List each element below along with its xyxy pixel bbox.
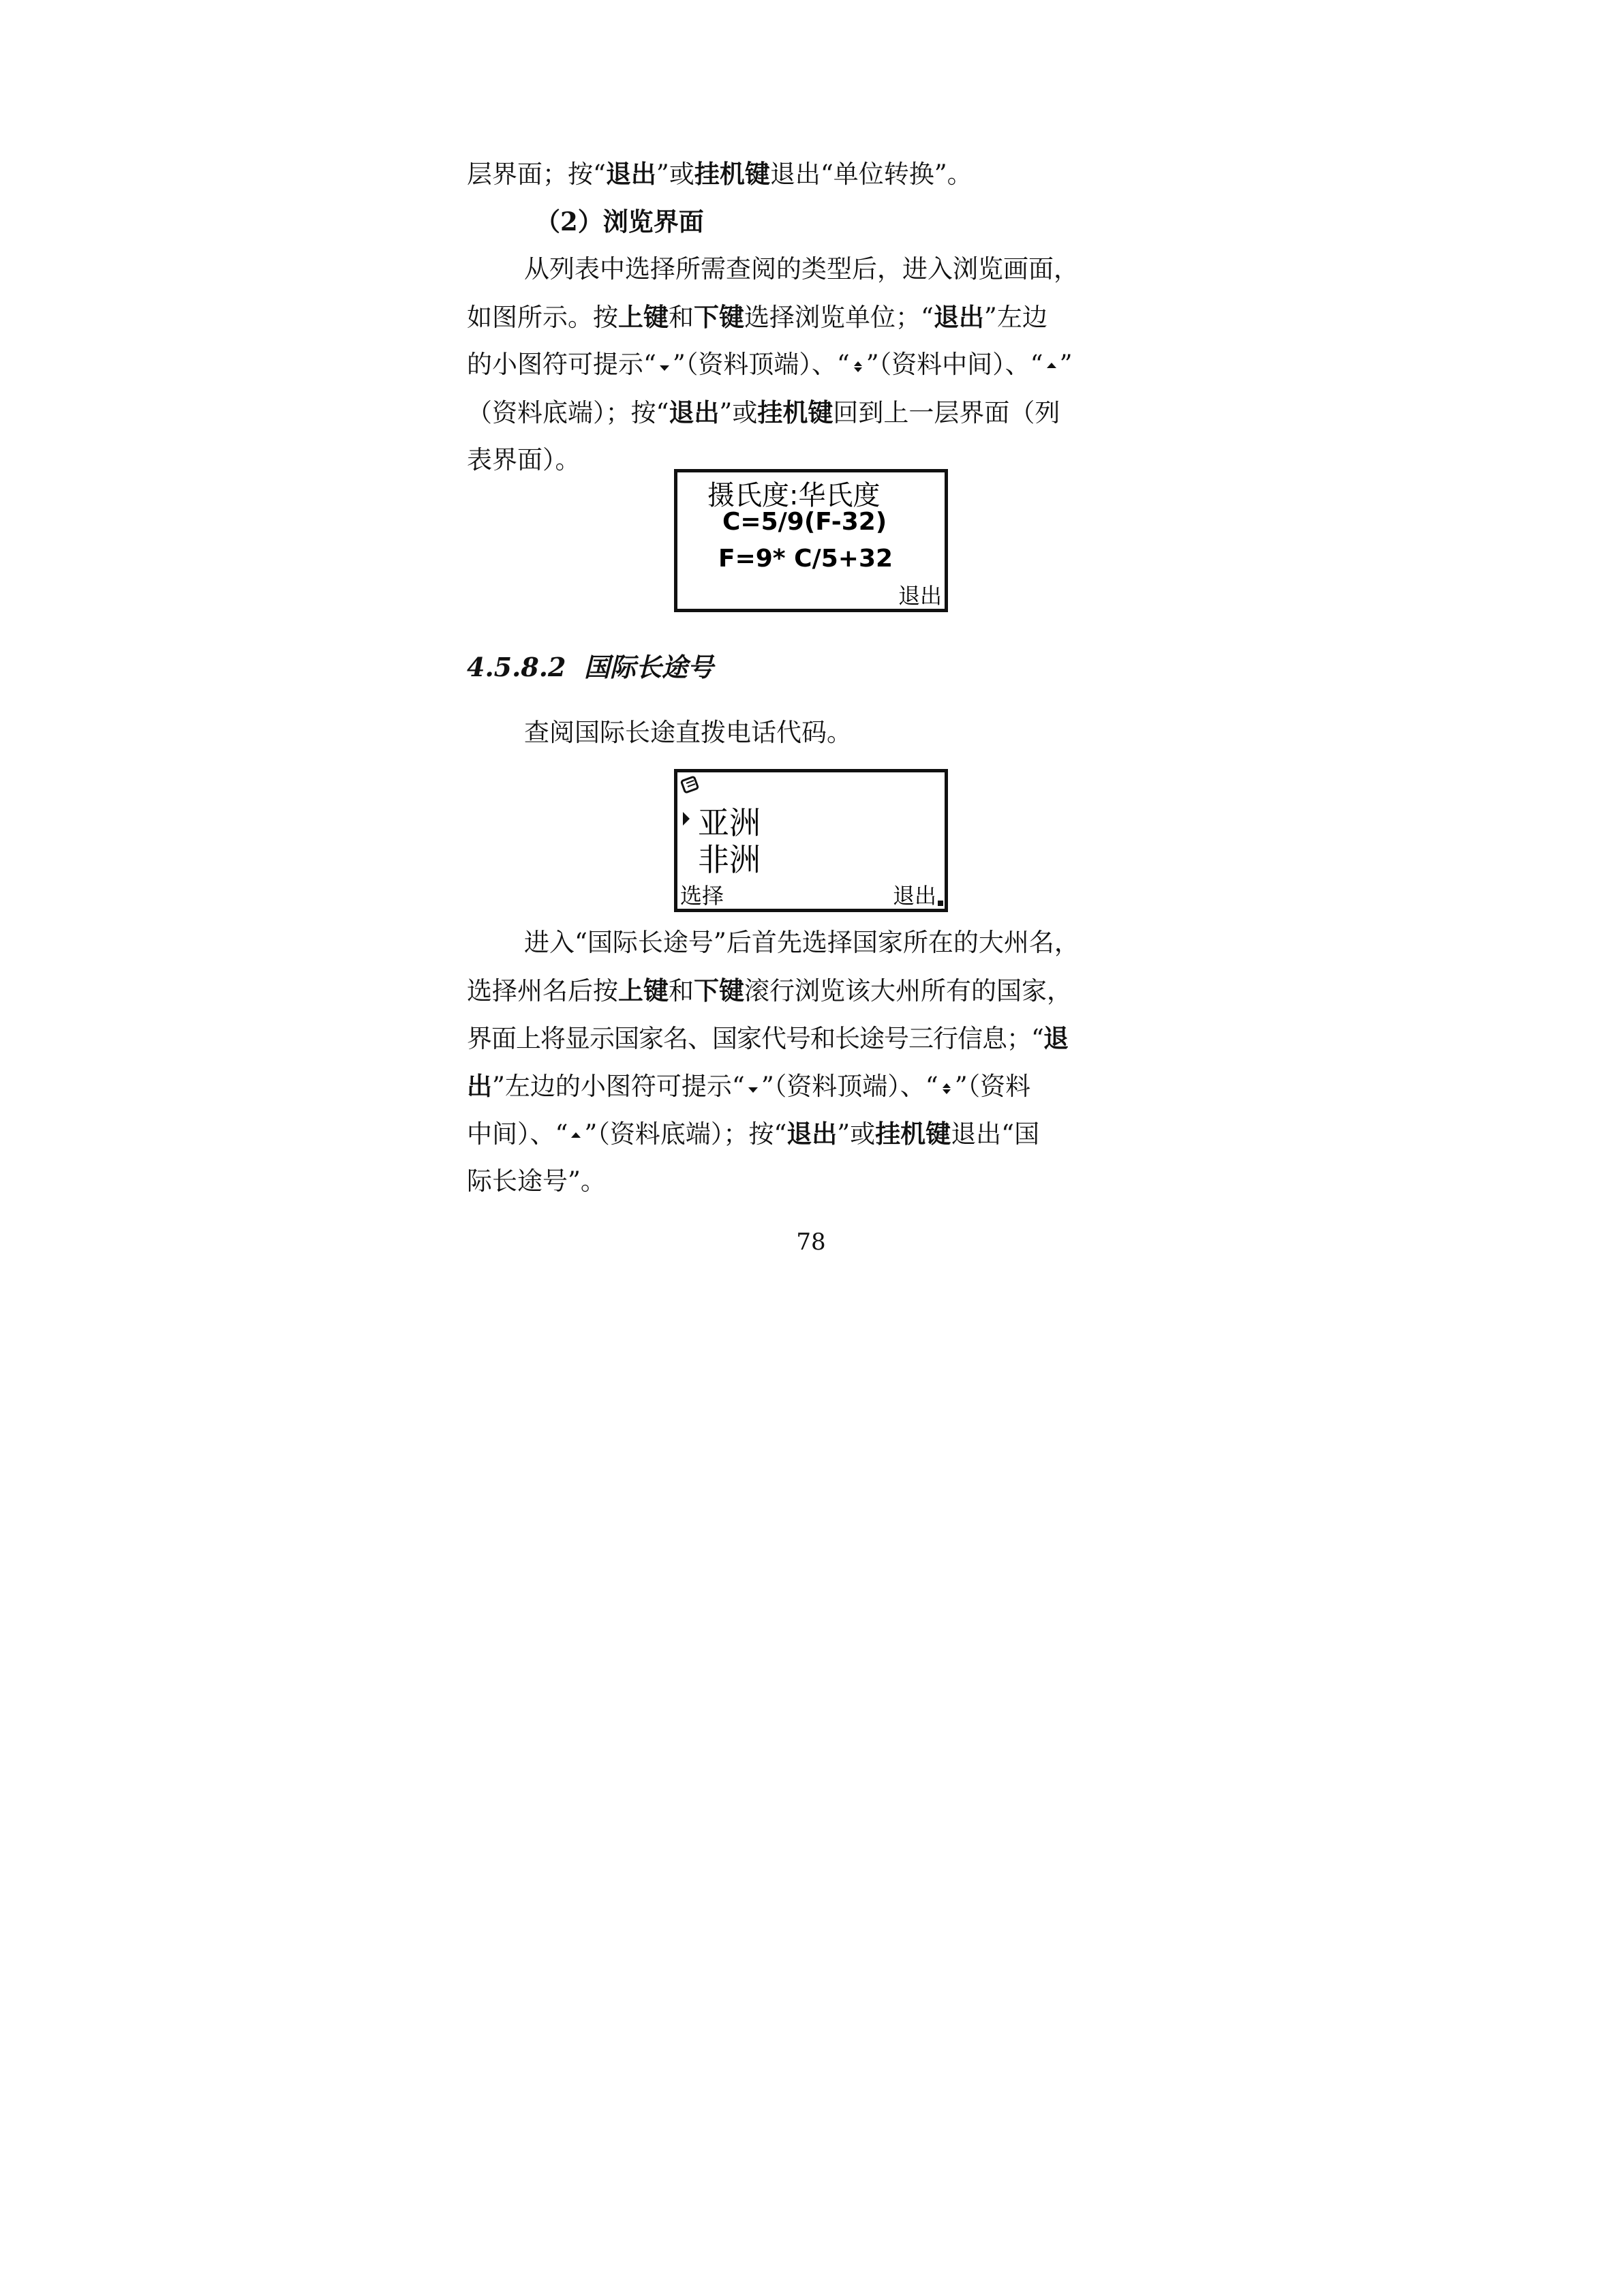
arrow-down-icon	[745, 1082, 761, 1096]
text: ”（资料顶端）、“	[761, 1072, 938, 1101]
text: 和	[669, 303, 694, 332]
text: ”左边	[983, 303, 1047, 332]
key-name: 挂机键	[694, 159, 770, 189]
subsection-label: 浏览界面	[602, 207, 704, 237]
key-name: 上键	[618, 302, 669, 332]
text: 滚行浏览该大州所有的国家，	[744, 976, 1072, 1006]
subsection-number: （2）	[535, 207, 603, 237]
text: 和	[669, 976, 694, 1006]
key-name: 挂机键	[757, 397, 833, 427]
arrow-up-icon	[1043, 360, 1060, 374]
lcd-screen-continents	[674, 769, 948, 912]
lcd-screen-conversion	[674, 469, 948, 612]
key-name: 下键	[694, 976, 744, 1006]
text: 从列表中选择所需查阅的类型后，进入浏览画面，	[524, 254, 1079, 284]
key-name: 退	[1043, 1023, 1068, 1053]
text: 回到上一层界面（列	[833, 398, 1060, 427]
text: （资料底端）；按“	[467, 398, 669, 427]
select-softkey[interactable]: 选择	[680, 883, 724, 909]
text: 中间）、“	[467, 1119, 568, 1149]
text: 退出“单位转换”。	[769, 160, 973, 189]
text: ”左边的小图符可提示“	[492, 1072, 745, 1101]
text-line	[467, 919, 1080, 967]
text-line	[467, 1158, 606, 1205]
list-item-africa[interactable]: 非洲	[698, 841, 761, 878]
list-item-asia[interactable]: 亚洲	[698, 804, 761, 841]
section-title: 国际长途号	[583, 652, 714, 682]
exit-softkey[interactable]: 退出	[892, 883, 936, 909]
text: 选择州名后按	[467, 976, 618, 1006]
arrow-updown-icon	[850, 360, 866, 374]
subsection-title	[467, 198, 704, 246]
text: 际长途号”。	[467, 1166, 606, 1196]
key-name: 退出	[605, 159, 656, 189]
text-line	[467, 1110, 1039, 1158]
key-name: 下键	[694, 302, 744, 332]
text: ”（资料中间）、“	[866, 350, 1043, 379]
screen-line-title: 摄氏度:华氏度	[707, 480, 881, 511]
text-line	[467, 1014, 1068, 1063]
text: ”或	[656, 160, 694, 189]
text: 层界面；按“	[467, 160, 606, 189]
text: 查阅国际长途直拨电话代码。	[524, 718, 852, 747]
text: ”	[1059, 350, 1073, 379]
exit-softkey[interactable]: 退出	[898, 583, 942, 609]
text: 如图所示。按	[467, 303, 618, 332]
phonebook-icon	[680, 775, 703, 796]
text-line	[467, 389, 1060, 437]
text-line	[467, 436, 581, 484]
text-line	[467, 967, 1072, 1015]
text: 进入“国际长途号”后首先选择国家所在的大州名，	[524, 928, 1080, 957]
key-name: 退出	[933, 302, 984, 332]
section-number: 4.5.8.2	[467, 652, 566, 682]
text-line	[467, 341, 1073, 389]
text: 界面上将显示国家名、国家代号和长途号三行信息；“	[467, 1024, 1043, 1053]
key-name: 挂机键	[875, 1119, 951, 1149]
text: 退出“国	[951, 1119, 1040, 1149]
scroll-indicator	[938, 901, 943, 906]
screen-line-formula-f: F=9* C/5+32	[718, 545, 893, 573]
text: ”（资料底端）；按“	[584, 1119, 787, 1149]
text: 选择浏览单位；“	[744, 303, 934, 332]
key-name: 出	[467, 1071, 492, 1101]
arrow-updown-icon	[938, 1082, 955, 1096]
text: ”或	[719, 398, 758, 427]
text-line	[467, 293, 1047, 342]
text: 表界面）。	[467, 445, 581, 474]
text-line	[467, 1062, 1030, 1111]
text: ”（资料顶端）、“	[672, 350, 850, 379]
arrow-up-icon	[568, 1130, 584, 1143]
key-name: 上键	[618, 976, 669, 1006]
arrow-down-icon	[656, 360, 673, 374]
text: 的小图符可提示“	[467, 350, 656, 379]
section-heading	[467, 646, 714, 684]
text: ”或	[837, 1119, 876, 1149]
screen-line-formula-c: C=5/9(F-32)	[722, 508, 887, 536]
text-line	[467, 150, 973, 198]
text: ”（资料	[954, 1072, 1031, 1101]
key-name: 退出	[786, 1119, 838, 1149]
text-line	[467, 245, 1079, 293]
selection-cursor-icon	[682, 811, 691, 827]
key-name: 退出	[669, 397, 720, 427]
page-number: 78	[796, 1228, 826, 1256]
text-line	[467, 709, 852, 757]
